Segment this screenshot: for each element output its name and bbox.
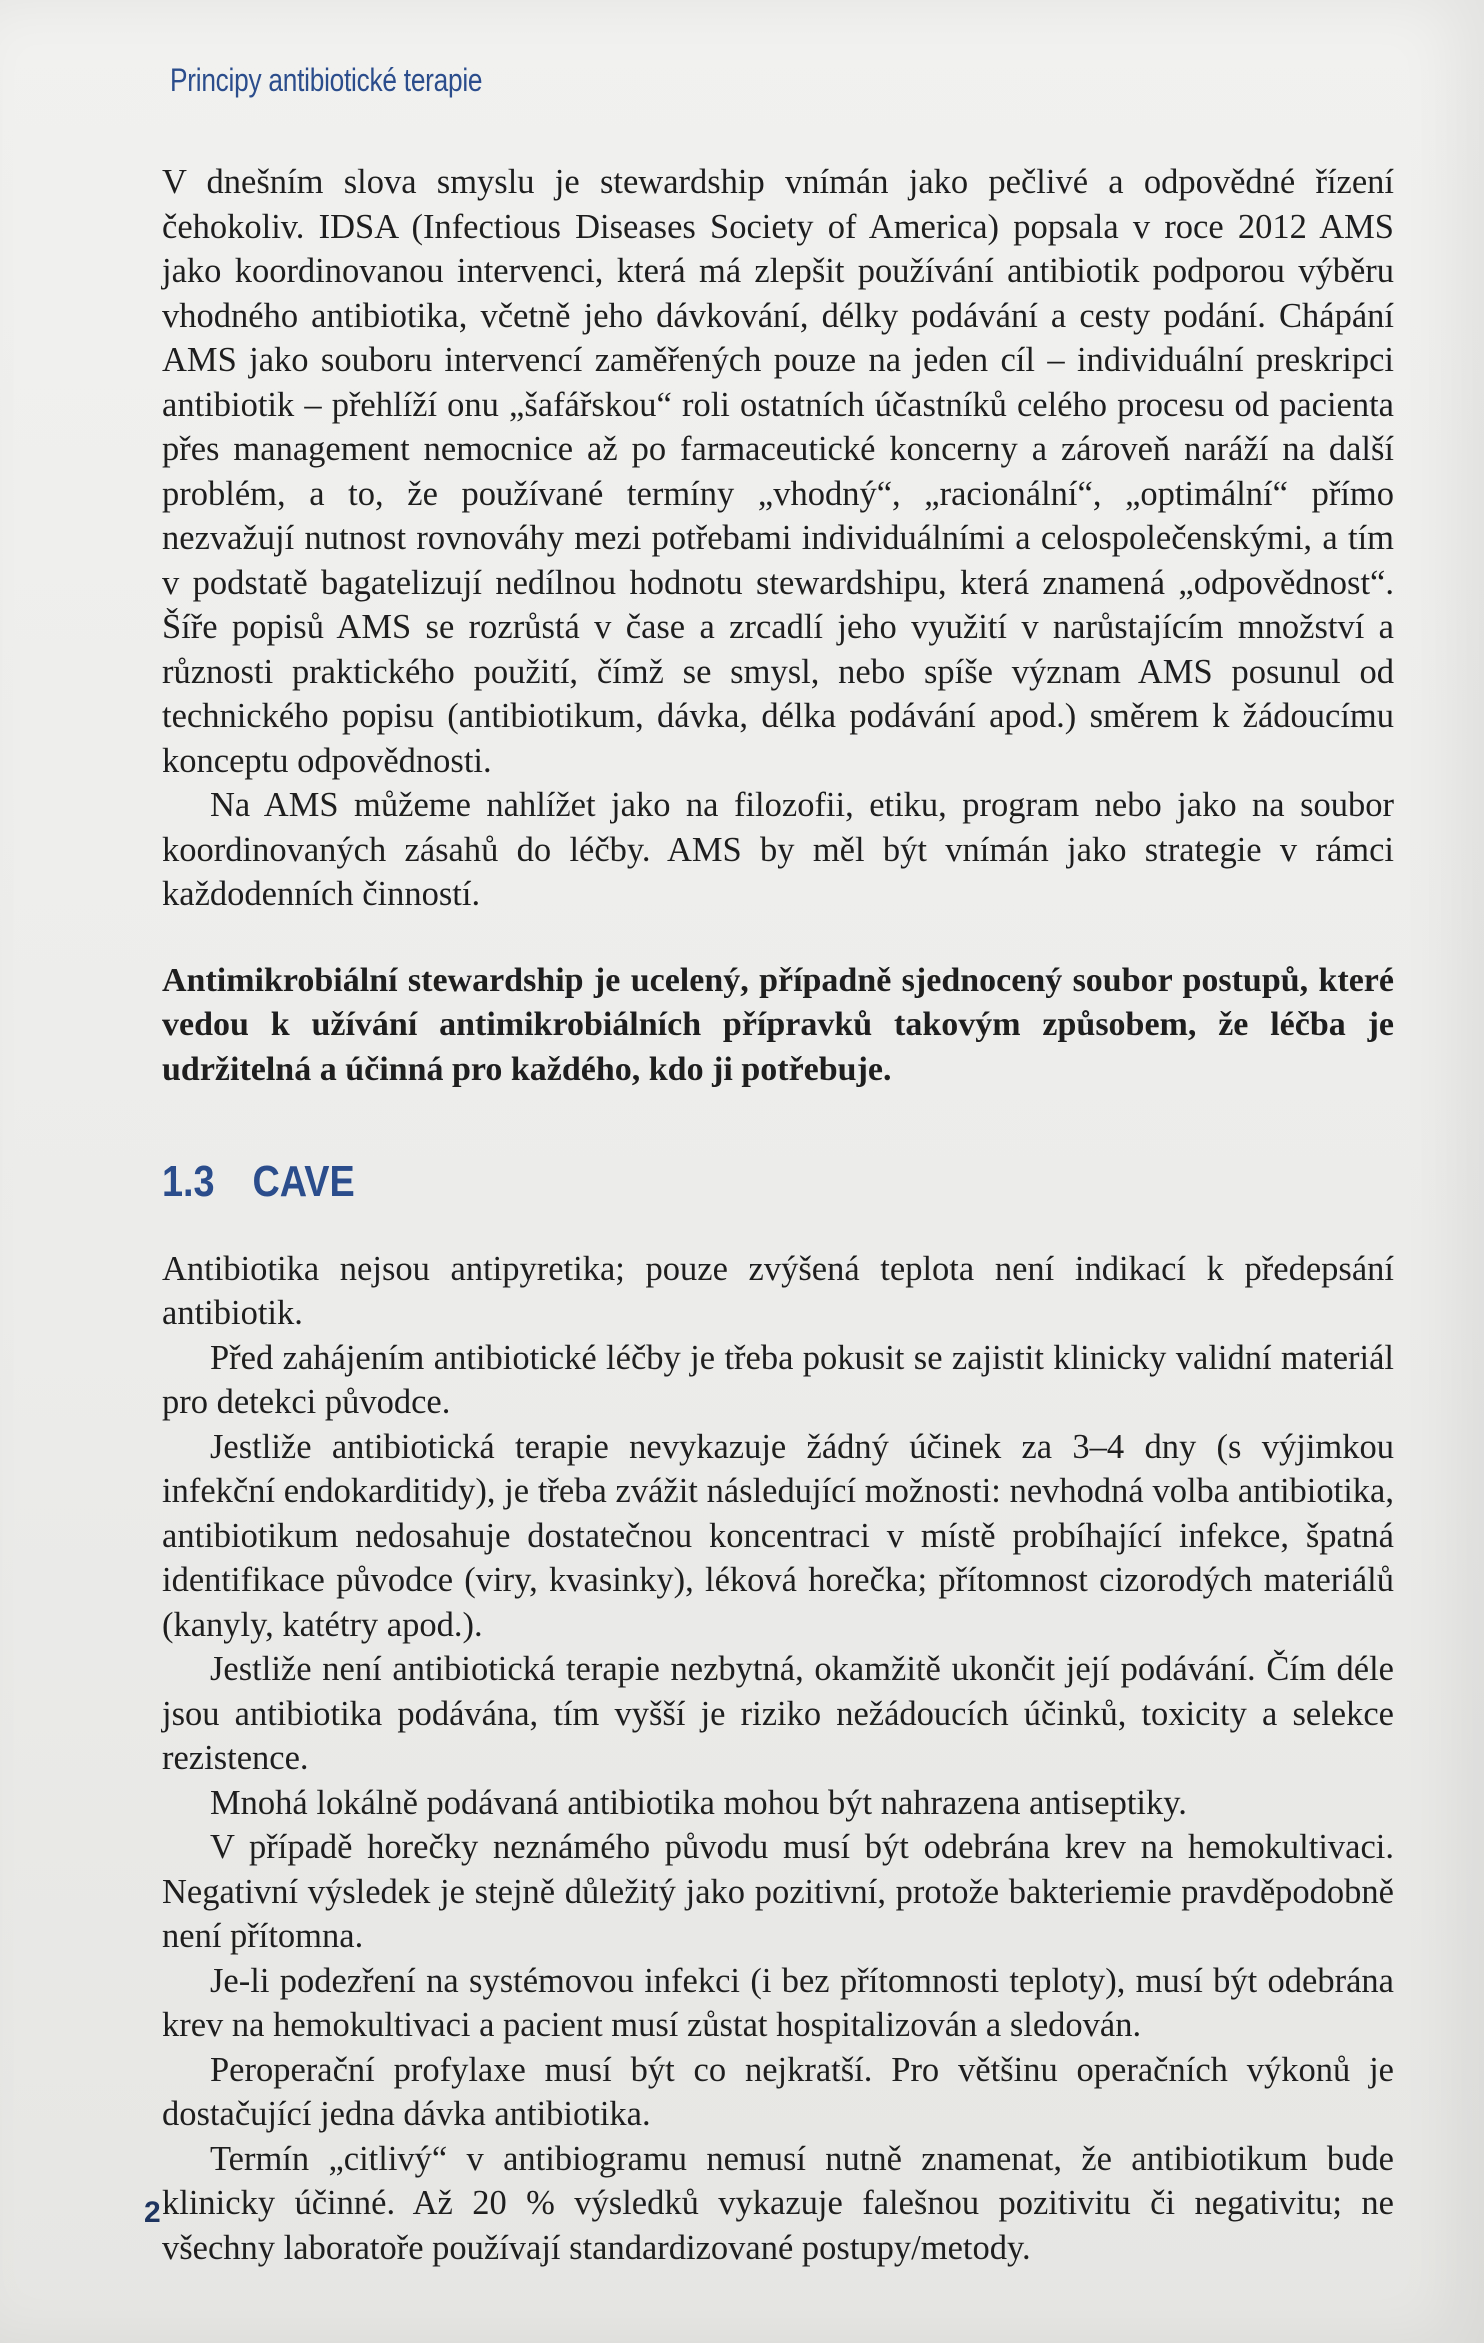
- section-number: 1.3: [162, 1157, 215, 1206]
- page-number: 2: [144, 2196, 161, 2229]
- cave-paragraph-6: V případě horečky neznámého původu musí být odebrána krev na hemokultivaci. Negativní výsledek je stejně důležitý jako pozitivní, protože bakteriemie pravděpodobně není přítomna.: [162, 1828, 1394, 1955]
- running-head: Principy antibiotické terapie: [170, 62, 483, 98]
- cave-paragraph-4: Jestliže není antibiotická terapie nezbytná, okamžitě ukončit její podávání. Čím déle jsou antibiotika podávána, tím vyšší je riziko nežádoucích účinků, toxicity a selekce rezistence.: [162, 1650, 1394, 1777]
- cave-paragraph-9: Termín „citlivý“ v antibiogramu nemusí nutně znamenat, že antibiotikum bude klinicky účinné. Až 20 % výsledků vykazuje falešnou pozitivitu či negativitu; ne všechny laboratoře používají standardizované postupy/metody.: [162, 2139, 1394, 2267]
- section-heading: [162, 1157, 1222, 1206]
- cave-paragraphs: [162, 1247, 1394, 2271]
- cave-paragraph-7: Je-li podezření na systémovou infekci (i bez přítomnosti teploty), musí být odebrána krev na hemokultivaci a pacient musí zůstat hospitalizován a sledován.: [162, 1961, 1394, 2044]
- intro-paragraph-2: Na AMS můžeme nahlížet jako na filozofii, etiku, program nebo jako na soubor koordinovaných zásahů do léčby. AMS by měl být vnímán jako strategie v rámci každodenních činností.: [162, 786, 1394, 913]
- cave-paragraph-3: Jestliže antibiotická terapie nevykazuje žádný účinek za 3–4 dny (s výjimkou infekční endokarditidy), je třeba zvážit následující možnosti: nevhodná volba antibiotika, antibiotikum nedosahuje dostatečnou koncentraci v místě probíhající infekce, špatná identifikace původce (viry, kvasinky), léková horečka; přítomnost cizorodých materiálů (kanyly, katétry apod.).: [162, 1427, 1394, 1644]
- cave-paragraph-5: Mnohá lokálně podávaná antibiotika mohou být nahrazena antiseptiky.: [210, 1783, 1187, 1822]
- intro-paragraph-1: V dnešním slova smyslu je stewardship vnímán jako pečlivé a odpovědné řízení čehokoliv. IDSA (Infectious Diseases Society of America) popsala v roce 2012 AMS jako koordinovanou intervenci, která má zlepšit používání antibiotik podporou výběru vhodného antibiotika, včetně jeho dávkování, délky podávání a cesty podání. Chápání AMS jako souboru intervencí zaměřených pouze na jeden cíl – individuální preskripci antibiotik – přehlíží onu „šafářskou“ roli ostatních účastníků celého procesu od pacienta přes management nemocnice až po farmaceutické koncerny a zároveň naráží na další problém, a to, že používané termíny „vhodný“, „racionální“, „optimální“ přímo nezvažují nutnost rovnováhy mezi potřebami individuálními a celospolečenskými, a tím v podstatě bagatelizují nedílnou hodnotu stewardshipu, která znamená „odpovědnost“. Šíře popisů AMS se rozrůstá v čase a zrcadlí jeho využití v narůstajícím množství a různosti praktického použití, čímž se smysl, nebo spíše význam AMS posunul od technického popisu (antibiotikum, dávka, délka podávání apod.) směrem k žádoucímu konceptu odpovědnosti.: [162, 163, 1394, 780]
- page-content: [162, 160, 1394, 2270]
- cave-paragraph-2: Před zahájením antibiotické léčby je třeba pokusit se zajistit klinicky validní materiál pro detekci původce.: [162, 1338, 1394, 1421]
- cave-paragraph-8: Peroperační profylaxe musí být co nejkratší. Pro většinu operačních výkonů je dostačující jedna dávka antibiotika.: [162, 2050, 1394, 2133]
- cave-paragraph-1: Antibiotika nejsou antipyretika; pouze zvýšená teplota není indikací k předepsání antibiotik.: [162, 1249, 1394, 1332]
- section-title: CAVE: [252, 1157, 355, 1206]
- bold-statement: Antimikrobiální stewardship je ucelený, případně sjednocený soubor postupů, které vedou k užívání antimikrobiálních přípravků takovým způsobem, že léčba je udržitelná a účinná pro každého, kdo ji potřebuje.: [162, 961, 1394, 1088]
